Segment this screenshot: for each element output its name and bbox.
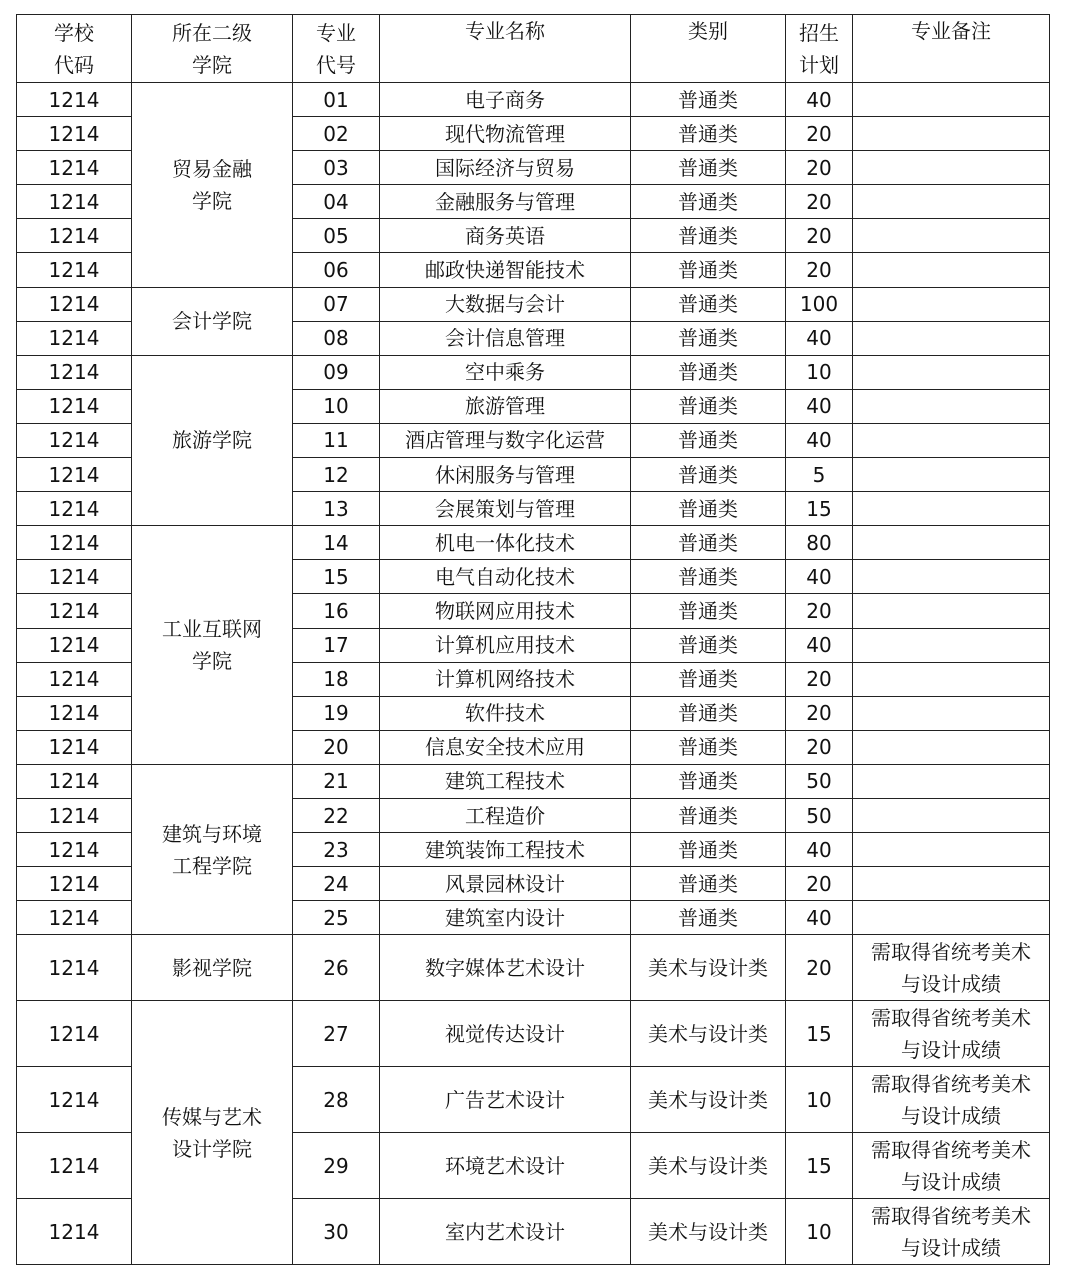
major-code-cell: 19 (293, 696, 380, 730)
category-cell: 美术与设计类 (631, 1001, 786, 1067)
remark-cell (853, 764, 1050, 798)
remark-line: 与设计成绩 (901, 1037, 1001, 1062)
major-name-cell: 电子商务 (380, 83, 631, 117)
remark-cell (853, 1001, 1050, 1067)
major-name-cell: 酒店管理与数字化运营 (380, 423, 631, 457)
category-cell: 普通类 (631, 526, 786, 560)
major-name-cell: 建筑装饰工程技术 (380, 833, 631, 867)
school-code-cell: 1214 (17, 458, 132, 492)
major-code-cell: 23 (293, 833, 380, 867)
major-name-cell: 室内艺术设计 (380, 1199, 631, 1265)
major-name-cell: 视觉传达设计 (380, 1001, 631, 1067)
school-code-cell: 1214 (17, 185, 132, 219)
category-cell: 普通类 (631, 458, 786, 492)
major-name-cell: 物联网应用技术 (380, 594, 631, 628)
remark-cell (853, 1133, 1050, 1199)
major-code-cell: 20 (293, 730, 380, 764)
table-row (17, 764, 1050, 798)
major-name-cell: 风景园林设计 (380, 867, 631, 901)
remark-line: 需取得省统考美术 (871, 1137, 1031, 1162)
header-major-code (293, 15, 380, 83)
major-code-cell: 14 (293, 526, 380, 560)
major-code-cell: 07 (293, 287, 380, 321)
major-name-cell: 休闲服务与管理 (380, 458, 631, 492)
header-plan (786, 15, 853, 83)
header-category (631, 15, 786, 83)
remark-cell (853, 458, 1050, 492)
plan-cell: 10 (786, 1067, 853, 1133)
plan-cell: 20 (786, 730, 853, 764)
major-name-cell: 金融服务与管理 (380, 185, 631, 219)
remark-cell (853, 901, 1050, 935)
category-cell: 普通类 (631, 287, 786, 321)
major-code-cell: 25 (293, 901, 380, 935)
header-college-line: 所在二级 (172, 20, 252, 45)
enrollment-plan-table (16, 14, 1050, 1265)
major-code-cell: 06 (293, 253, 380, 287)
school-code-cell: 1214 (17, 321, 132, 355)
major-name-cell: 计算机网络技术 (380, 662, 631, 696)
remark-cell (853, 492, 1050, 526)
remark-cell (853, 117, 1050, 151)
category-cell: 普通类 (631, 764, 786, 798)
plan-cell: 40 (786, 83, 853, 117)
plan-cell: 20 (786, 253, 853, 287)
category-cell: 普通类 (631, 696, 786, 730)
college-cell (132, 355, 293, 525)
category-cell: 普通类 (631, 867, 786, 901)
remark-cell (853, 594, 1050, 628)
major-name-cell: 会展策划与管理 (380, 492, 631, 526)
header-row (17, 15, 1050, 83)
school-code-cell: 1214 (17, 253, 132, 287)
remark-cell (853, 798, 1050, 832)
school-code-cell: 1214 (17, 833, 132, 867)
school-code-cell: 1214 (17, 662, 132, 696)
college-name-line: 传媒与艺术 (162, 1104, 262, 1129)
header-school-code (17, 15, 132, 83)
category-cell: 普通类 (631, 901, 786, 935)
school-code-cell: 1214 (17, 867, 132, 901)
plan-cell: 40 (786, 423, 853, 457)
college-name-line: 工程学院 (172, 853, 252, 878)
remark-cell (853, 935, 1050, 1001)
college-cell (132, 935, 293, 1001)
header-major-name-text: 专业名称 (465, 19, 545, 43)
major-name-cell: 软件技术 (380, 696, 631, 730)
college-cell (132, 1001, 293, 1265)
college-name-line: 会计学院 (172, 309, 252, 334)
school-code-cell: 1214 (17, 389, 132, 423)
plan-cell: 10 (786, 355, 853, 389)
remark-cell (853, 662, 1050, 696)
college-cell (132, 764, 293, 934)
category-cell: 普通类 (631, 662, 786, 696)
category-cell: 普通类 (631, 423, 786, 457)
remark-cell (853, 321, 1050, 355)
remark-cell (853, 1067, 1050, 1133)
remark-cell (853, 253, 1050, 287)
major-name-cell: 旅游管理 (380, 389, 631, 423)
category-cell: 美术与设计类 (631, 1133, 786, 1199)
major-name-cell: 计算机应用技术 (380, 628, 631, 662)
remark-cell (853, 185, 1050, 219)
major-name-cell: 邮政快递智能技术 (380, 253, 631, 287)
plan-cell: 20 (786, 219, 853, 253)
header-plan-line: 计划 (799, 52, 839, 77)
table-row (17, 83, 1050, 117)
college-cell (132, 287, 293, 355)
school-code-cell: 1214 (17, 423, 132, 457)
remark-cell (853, 867, 1050, 901)
category-cell: 普通类 (631, 117, 786, 151)
remark-cell (853, 696, 1050, 730)
plan-cell: 5 (786, 458, 853, 492)
remark-cell (853, 83, 1050, 117)
school-code-cell: 1214 (17, 696, 132, 730)
table-row (17, 935, 1050, 1001)
school-code-cell: 1214 (17, 560, 132, 594)
plan-cell: 40 (786, 560, 853, 594)
header-college-line: 学院 (192, 52, 232, 77)
plan-cell: 40 (786, 628, 853, 662)
major-name-cell: 电气自动化技术 (380, 560, 631, 594)
table-body (17, 83, 1050, 1265)
school-code-cell: 1214 (17, 935, 132, 1001)
remark-line: 与设计成绩 (901, 971, 1001, 996)
remark-cell (853, 526, 1050, 560)
category-cell: 普通类 (631, 730, 786, 764)
remark-cell (853, 1199, 1050, 1265)
major-code-cell: 28 (293, 1067, 380, 1133)
table-row (17, 355, 1050, 389)
major-name-cell: 信息安全技术应用 (380, 730, 631, 764)
major-code-cell: 18 (293, 662, 380, 696)
remark-cell (853, 730, 1050, 764)
header-school-code-line: 代码 (54, 52, 94, 77)
major-code-cell: 03 (293, 151, 380, 185)
major-code-cell: 08 (293, 321, 380, 355)
school-code-cell: 1214 (17, 798, 132, 832)
header-major-code-line: 代号 (316, 52, 356, 77)
remark-cell (853, 287, 1050, 321)
major-code-cell: 27 (293, 1001, 380, 1067)
major-code-cell: 09 (293, 355, 380, 389)
category-cell: 美术与设计类 (631, 935, 786, 1001)
plan-cell: 40 (786, 901, 853, 935)
category-cell: 美术与设计类 (631, 1199, 786, 1265)
major-name-cell: 会计信息管理 (380, 321, 631, 355)
college-name-line: 影视学院 (172, 955, 252, 980)
plan-cell: 80 (786, 526, 853, 560)
major-code-cell: 24 (293, 867, 380, 901)
major-code-cell: 13 (293, 492, 380, 526)
major-code-cell: 02 (293, 117, 380, 151)
major-name-cell: 国际经济与贸易 (380, 151, 631, 185)
major-code-cell: 04 (293, 185, 380, 219)
category-cell: 普通类 (631, 389, 786, 423)
major-code-cell: 16 (293, 594, 380, 628)
category-cell: 普通类 (631, 833, 786, 867)
enrollment-plan-table-wrapper (16, 14, 1050, 1265)
category-cell: 美术与设计类 (631, 1067, 786, 1133)
major-name-cell: 空中乘务 (380, 355, 631, 389)
plan-cell: 20 (786, 662, 853, 696)
major-name-cell: 广告艺术设计 (380, 1067, 631, 1133)
plan-cell: 10 (786, 1199, 853, 1265)
remark-line: 需取得省统考美术 (871, 939, 1031, 964)
college-name-line: 贸易金融 (172, 156, 252, 181)
category-cell: 普通类 (631, 492, 786, 526)
major-name-cell: 商务英语 (380, 219, 631, 253)
plan-cell: 20 (786, 185, 853, 219)
major-code-cell: 05 (293, 219, 380, 253)
major-name-cell: 建筑工程技术 (380, 764, 631, 798)
school-code-cell: 1214 (17, 287, 132, 321)
header-school-code-line: 学校 (54, 20, 94, 45)
remark-cell (853, 389, 1050, 423)
school-code-cell: 1214 (17, 355, 132, 389)
major-name-cell: 环境艺术设计 (380, 1133, 631, 1199)
header-remark-text: 专业备注 (911, 19, 991, 43)
major-name-cell: 大数据与会计 (380, 287, 631, 321)
category-cell: 普通类 (631, 185, 786, 219)
college-name-line: 工业互联网 (162, 617, 262, 642)
major-name-cell: 机电一体化技术 (380, 526, 631, 560)
table-row (17, 1001, 1050, 1067)
plan-cell: 100 (786, 287, 853, 321)
major-code-cell: 12 (293, 458, 380, 492)
school-code-cell: 1214 (17, 526, 132, 560)
plan-cell: 40 (786, 321, 853, 355)
remark-cell (853, 628, 1050, 662)
plan-cell: 15 (786, 1001, 853, 1067)
header-college (132, 15, 293, 83)
school-code-cell: 1214 (17, 219, 132, 253)
major-code-cell: 11 (293, 423, 380, 457)
category-cell: 普通类 (631, 321, 786, 355)
plan-cell: 20 (786, 935, 853, 1001)
remark-cell (853, 833, 1050, 867)
school-code-cell: 1214 (17, 83, 132, 117)
school-code-cell: 1214 (17, 1067, 132, 1133)
major-name-cell: 现代物流管理 (380, 117, 631, 151)
category-cell: 普通类 (631, 628, 786, 662)
major-code-cell: 15 (293, 560, 380, 594)
school-code-cell: 1214 (17, 1001, 132, 1067)
category-cell: 普通类 (631, 219, 786, 253)
school-code-cell: 1214 (17, 151, 132, 185)
remark-line: 需取得省统考美术 (871, 1071, 1031, 1096)
college-name-line: 学院 (192, 649, 232, 674)
category-cell: 普通类 (631, 355, 786, 389)
major-code-cell: 17 (293, 628, 380, 662)
college-name-line: 设计学院 (172, 1136, 252, 1161)
header-remark (853, 15, 1050, 83)
table-row (17, 526, 1050, 560)
table-row (17, 287, 1050, 321)
major-code-cell: 30 (293, 1199, 380, 1265)
major-code-cell: 26 (293, 935, 380, 1001)
header-plan-line: 招生 (799, 20, 839, 45)
school-code-cell: 1214 (17, 1133, 132, 1199)
plan-cell: 20 (786, 696, 853, 730)
remark-line: 需取得省统考美术 (871, 1005, 1031, 1030)
school-code-cell: 1214 (17, 901, 132, 935)
remark-cell (853, 423, 1050, 457)
college-cell (132, 526, 293, 765)
school-code-cell: 1214 (17, 594, 132, 628)
plan-cell: 20 (786, 867, 853, 901)
school-code-cell: 1214 (17, 117, 132, 151)
plan-cell: 20 (786, 594, 853, 628)
college-name-line: 学院 (192, 188, 232, 213)
school-code-cell: 1214 (17, 730, 132, 764)
plan-cell: 20 (786, 117, 853, 151)
plan-cell: 40 (786, 833, 853, 867)
remark-line: 与设计成绩 (901, 1235, 1001, 1260)
category-cell: 普通类 (631, 83, 786, 117)
header-major-name (380, 15, 631, 83)
remark-cell (853, 560, 1050, 594)
plan-cell: 15 (786, 492, 853, 526)
plan-cell: 40 (786, 389, 853, 423)
remark-cell (853, 355, 1050, 389)
category-cell: 普通类 (631, 798, 786, 832)
college-name-line: 建筑与环境 (162, 821, 262, 846)
category-cell: 普通类 (631, 560, 786, 594)
major-code-cell: 01 (293, 83, 380, 117)
plan-cell: 15 (786, 1133, 853, 1199)
major-code-cell: 22 (293, 798, 380, 832)
category-cell: 普通类 (631, 151, 786, 185)
remark-cell (853, 151, 1050, 185)
major-name-cell: 数字媒体艺术设计 (380, 935, 631, 1001)
major-name-cell: 建筑室内设计 (380, 901, 631, 935)
plan-cell: 50 (786, 798, 853, 832)
college-name-line: 旅游学院 (172, 428, 252, 453)
category-cell: 普通类 (631, 253, 786, 287)
remark-line: 与设计成绩 (901, 1169, 1001, 1194)
remark-line: 需取得省统考美术 (871, 1203, 1031, 1228)
school-code-cell: 1214 (17, 628, 132, 662)
school-code-cell: 1214 (17, 764, 132, 798)
college-cell (132, 83, 293, 288)
school-code-cell: 1214 (17, 1199, 132, 1265)
school-code-cell: 1214 (17, 492, 132, 526)
header-major-code-line: 专业 (316, 20, 356, 45)
plan-cell: 20 (786, 151, 853, 185)
category-cell: 普通类 (631, 594, 786, 628)
major-code-cell: 21 (293, 764, 380, 798)
remark-cell (853, 219, 1050, 253)
major-code-cell: 10 (293, 389, 380, 423)
major-code-cell: 29 (293, 1133, 380, 1199)
header-category-text: 类别 (688, 19, 728, 43)
plan-cell: 50 (786, 764, 853, 798)
remark-line: 与设计成绩 (901, 1103, 1001, 1128)
major-name-cell: 工程造价 (380, 798, 631, 832)
